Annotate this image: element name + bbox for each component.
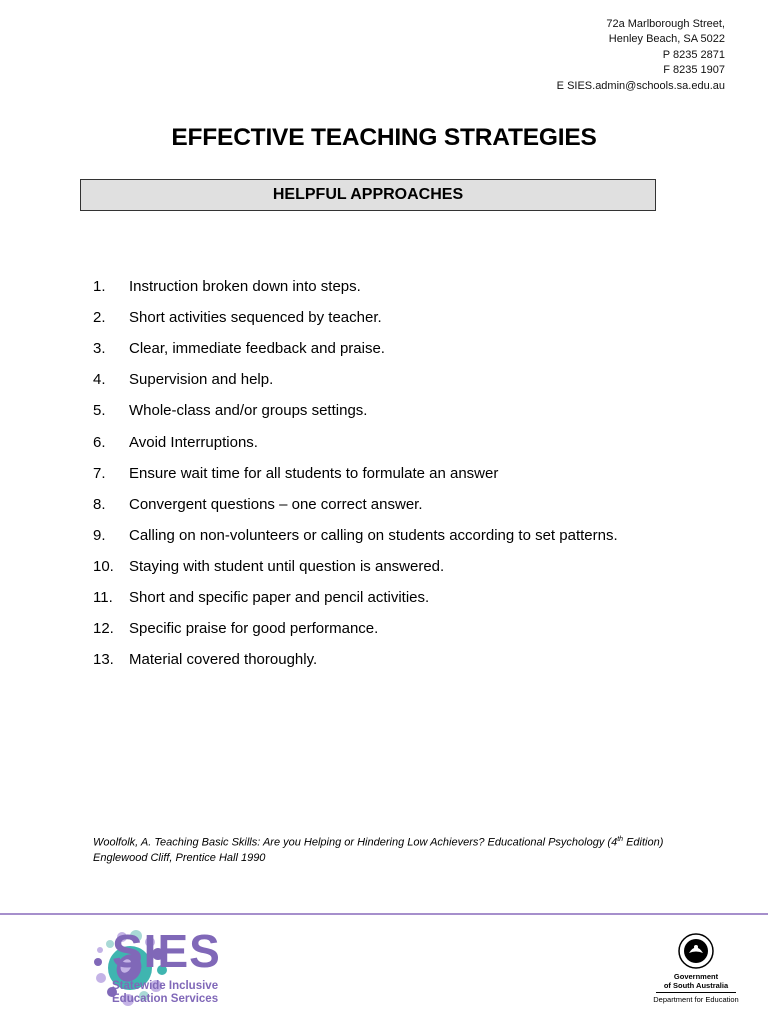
address-email: E SIES.admin@schools.sa.edu.au xyxy=(556,79,725,92)
section-heading: HELPFUL APPROACHES xyxy=(272,186,464,203)
address-fax: F 8235 1907 xyxy=(663,64,725,77)
contact-address xyxy=(557,17,725,94)
strategy-list xyxy=(93,271,618,675)
citation-superscript: th xyxy=(617,836,624,843)
sies-logo-line1: Statewide Inclusive xyxy=(112,980,219,992)
citation-text: Woolfolk, A. Teaching Basic Skills: Are you Helping or Hindering Low Achievers? Educational Psychology (4 xyxy=(93,836,618,849)
list-item xyxy=(93,395,618,426)
address-suburb: Henley Beach, SA 5022 xyxy=(608,33,725,46)
list-text: Avoid Interruptions. xyxy=(129,433,258,451)
list-number: 6. xyxy=(93,433,106,451)
list-text: Clear, immediate feedback and praise. xyxy=(129,340,385,358)
government-line2: of South Australia xyxy=(663,980,729,990)
citation-text-end: Edition) Englewood Cliff, Prentice Hall 1990 xyxy=(93,836,664,864)
list-text: Whole-class and/or groups settings. xyxy=(129,402,368,420)
sies-logo-subtitle xyxy=(112,980,218,1005)
list-item xyxy=(93,271,618,302)
list-text: Short and specific paper and pencil activities. xyxy=(129,588,430,606)
footer-divider xyxy=(0,913,768,915)
list-text: Staying with student until question is answered. xyxy=(129,557,445,575)
list-text: Convergent questions – one correct answer. xyxy=(129,495,423,513)
list-number: 12. xyxy=(93,620,114,638)
list-text: Specific praise for good performance. xyxy=(129,620,379,638)
government-divider xyxy=(656,992,736,993)
list-number: 3. xyxy=(93,340,106,358)
list-item xyxy=(93,520,618,551)
list-item xyxy=(93,489,618,520)
list-text: Short activities sequenced by teacher. xyxy=(129,309,382,327)
list-item xyxy=(93,364,618,395)
list-item xyxy=(93,613,618,644)
government-logo xyxy=(648,933,744,1007)
address-street: 72a Marlborough Street, xyxy=(606,18,725,30)
page-title: EFFECTIVE TEACHING STRATEGIES xyxy=(171,124,597,151)
government-name xyxy=(648,973,744,990)
list-number: 8. xyxy=(93,495,106,513)
citation xyxy=(93,832,683,866)
list-item xyxy=(93,458,618,489)
list-text: Calling on non-volunteers or calling on students according to set patterns. xyxy=(129,526,618,544)
list-item xyxy=(93,644,618,675)
list-item xyxy=(93,582,618,613)
list-number: 7. xyxy=(93,464,106,482)
list-item xyxy=(93,426,618,457)
department-name: Department for Education xyxy=(653,995,739,1004)
government-line1: Government xyxy=(673,972,719,981)
list-number: 11. xyxy=(93,588,113,606)
sies-logo-name: SIES xyxy=(112,925,221,977)
list-number: 2. xyxy=(93,309,106,327)
list-number: 4. xyxy=(93,371,106,389)
section-heading-box xyxy=(80,179,656,211)
list-number: 9. xyxy=(93,526,106,544)
list-text: Instruction broken down into steps. xyxy=(129,278,361,296)
list-item xyxy=(93,302,618,333)
list-item xyxy=(93,551,618,582)
list-number: 10. xyxy=(93,557,114,575)
list-text: Ensure wait time for all students to formulate an answer xyxy=(129,464,499,482)
list-number: 5. xyxy=(93,402,106,420)
sies-logo-line2: Education Services xyxy=(112,992,219,1005)
piping-shrike-emblem-icon xyxy=(678,933,714,969)
list-number: 13. xyxy=(93,651,114,669)
list-number: 1. xyxy=(93,278,106,296)
address-phone: P 8235 2871 xyxy=(662,48,725,61)
list-text: Material covered thoroughly. xyxy=(129,651,318,669)
list-text: Supervision and help. xyxy=(129,371,274,389)
list-item xyxy=(93,333,618,364)
